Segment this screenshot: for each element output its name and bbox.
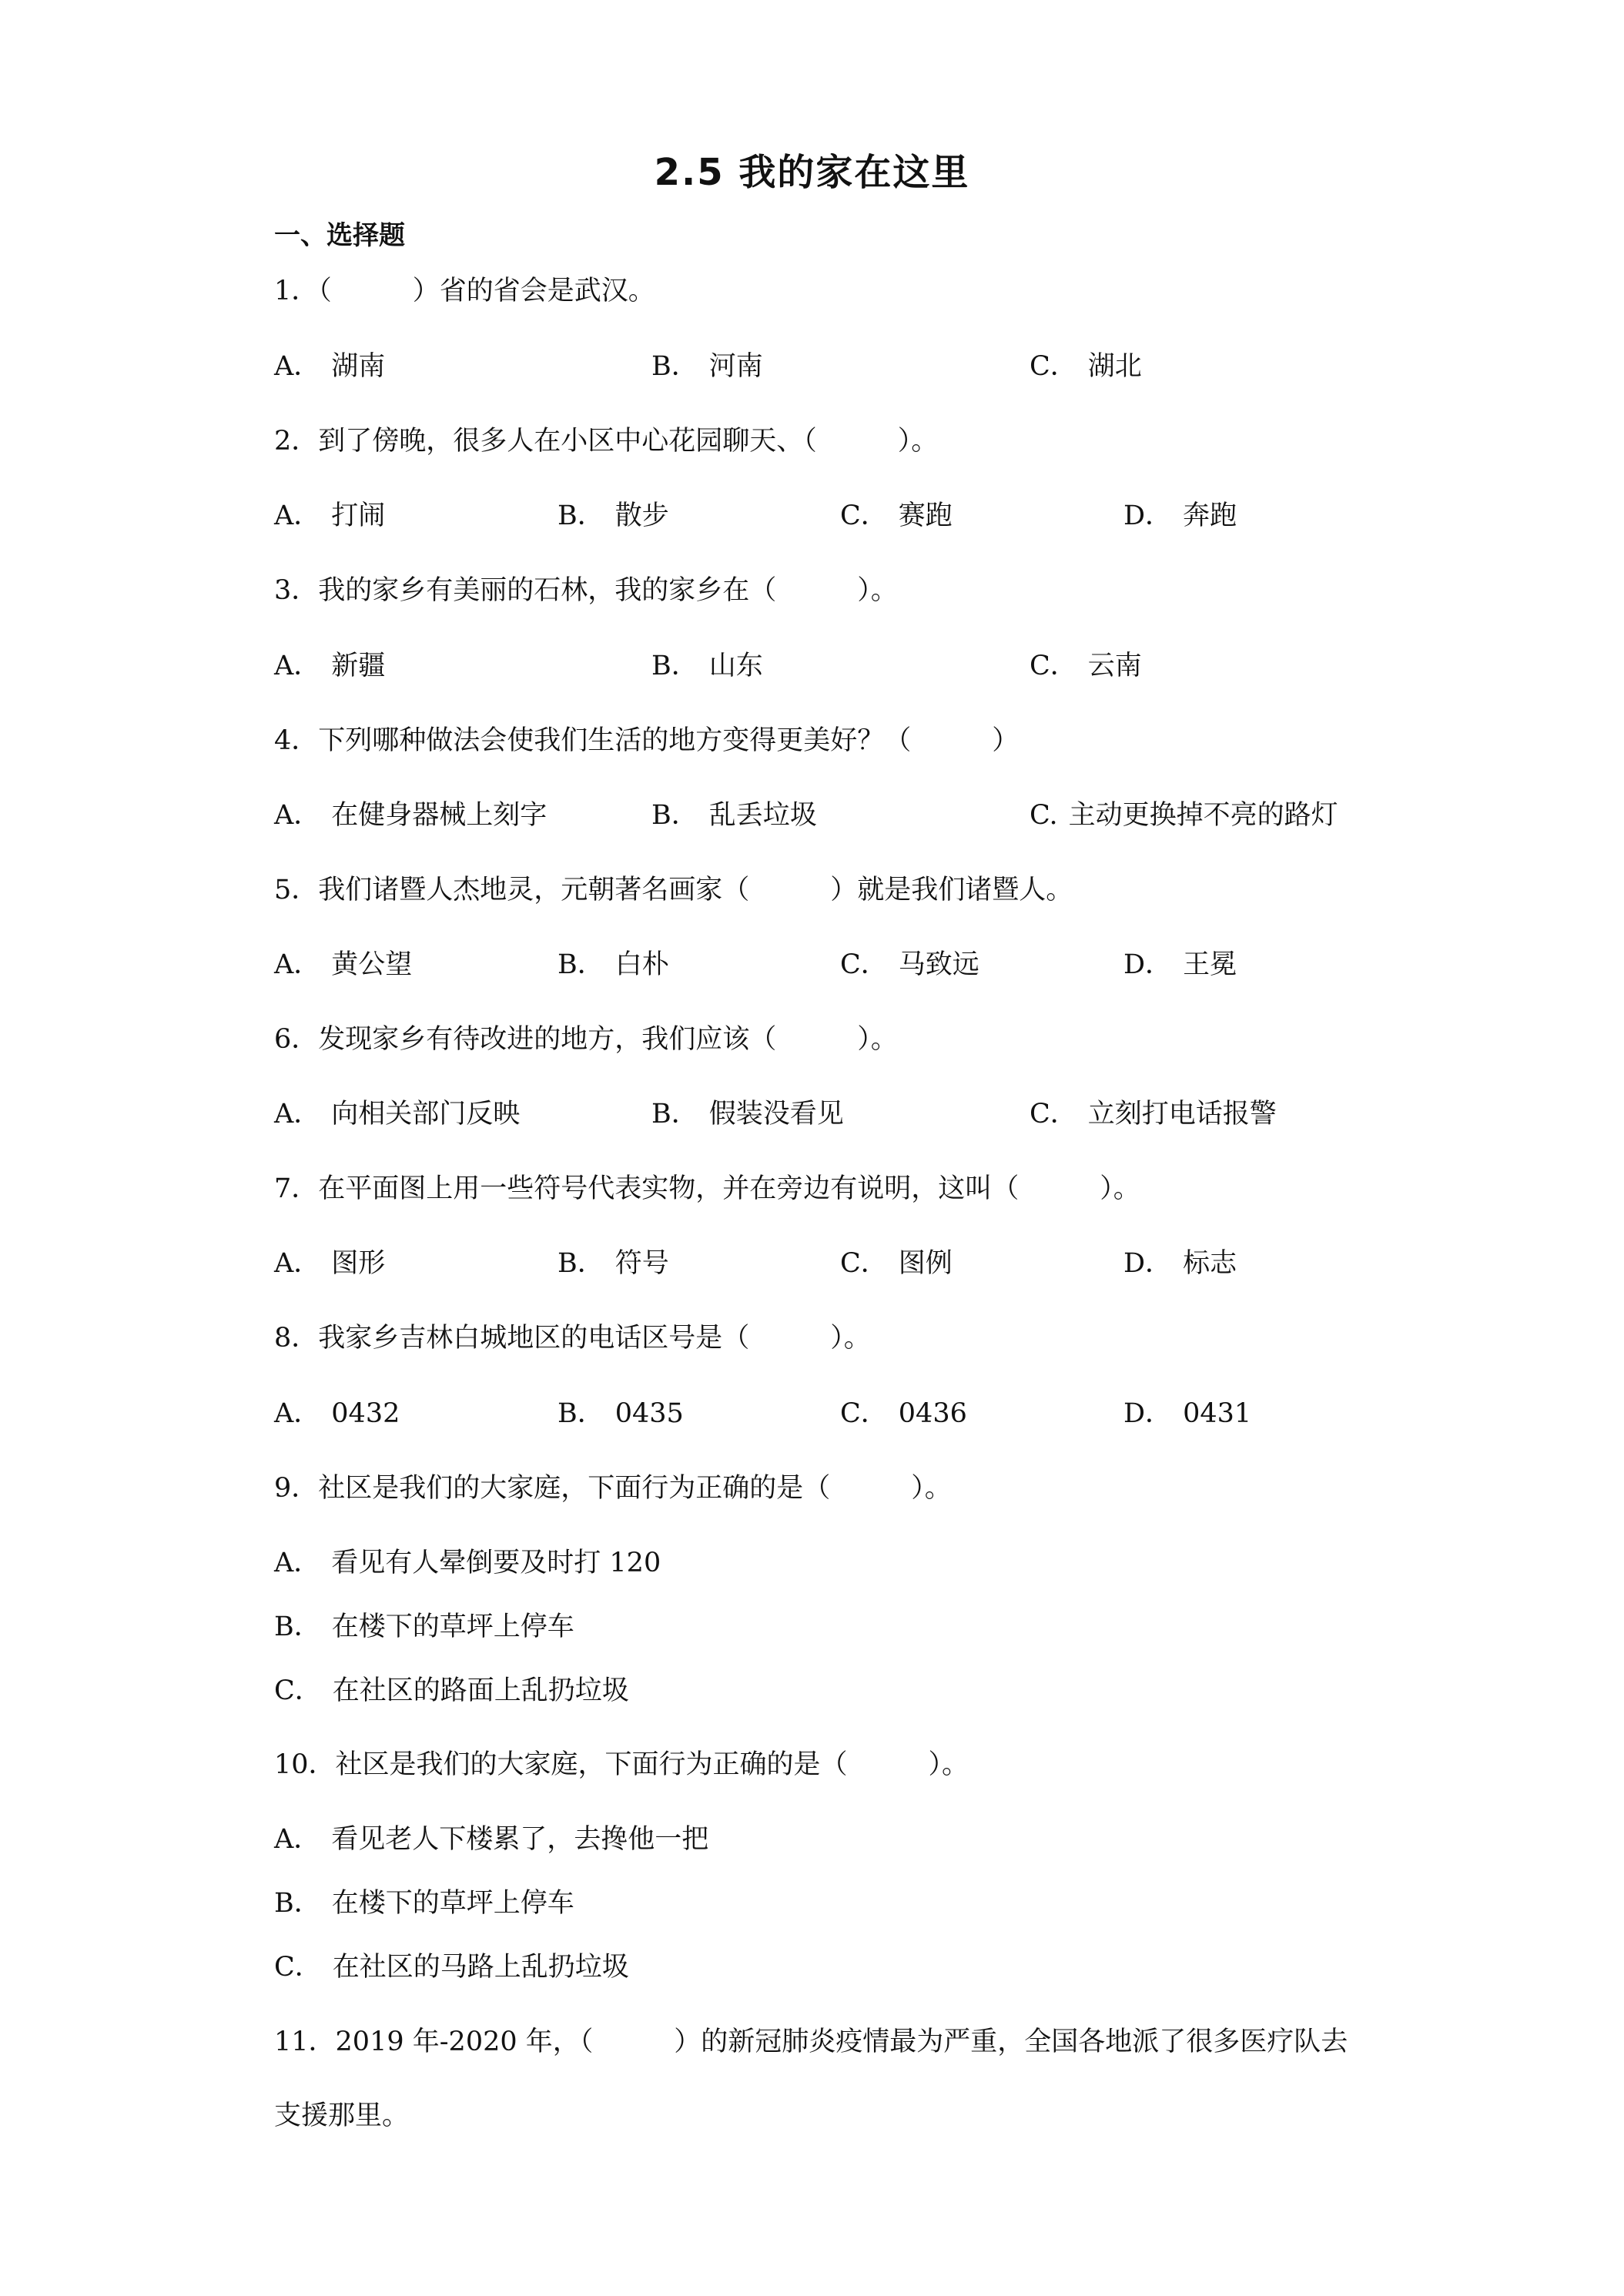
q6-option-b[interactable] <box>651 1097 844 1131</box>
option-label: A． <box>274 1099 321 1130</box>
question-1: 1．（ ）省的省会是武汉。 <box>274 276 655 306</box>
question-2: 2．到了傍晚，很多人在小区中心花园聊天、（ ）。 <box>274 426 939 457</box>
option-label: A． <box>274 1248 321 1279</box>
q8-option-b[interactable] <box>558 1397 684 1431</box>
option-text: 图例 <box>898 1248 953 1279</box>
q10-option-b[interactable] <box>274 1886 574 1920</box>
option-text: 山东 <box>708 651 763 681</box>
question-9: 9．社区是我们的大家庭，下面行为正确的是（ ）。 <box>274 1473 952 1504</box>
option-text: 湖北 <box>1087 351 1142 382</box>
option-label: C. <box>1030 800 1058 831</box>
q7-option-c[interactable] <box>840 1247 953 1280</box>
option-text: 云南 <box>1087 651 1142 681</box>
option-text: 乱丢垃圾 <box>708 800 817 831</box>
q5-option-c[interactable] <box>840 948 979 982</box>
option-label: B． <box>651 651 698 681</box>
section-heading: 一、选择题 <box>274 220 405 251</box>
option-label: D． <box>1123 500 1173 531</box>
option-label: C． <box>274 1675 322 1706</box>
option-text: 白朴 <box>614 949 669 980</box>
q8-option-d[interactable] <box>1123 1397 1251 1431</box>
q8-option-c[interactable] <box>840 1397 967 1431</box>
option-label: B． <box>651 351 698 382</box>
q3-option-a[interactable] <box>274 649 385 683</box>
option-label: C． <box>1030 1099 1077 1130</box>
option-text: 0432 <box>331 1398 400 1429</box>
option-label: C． <box>840 500 888 531</box>
q2-option-d[interactable] <box>1123 499 1237 533</box>
option-label: C． <box>274 1952 322 1983</box>
option-label: D． <box>1123 1398 1173 1429</box>
option-label: B． <box>558 949 604 980</box>
q10-option-c[interactable] <box>274 1950 629 1984</box>
option-label: C． <box>840 1248 888 1279</box>
q8-option-a[interactable] <box>274 1397 400 1431</box>
option-label: B． <box>274 1612 321 1642</box>
option-label: B． <box>274 1888 321 1919</box>
q6-option-c[interactable] <box>1030 1097 1277 1131</box>
option-text: 在社区的路面上乱扔垃圾 <box>332 1675 629 1706</box>
option-label: A． <box>274 800 321 831</box>
option-text: 主动更换掉不亮的路灯 <box>1068 800 1338 831</box>
option-label: C． <box>1030 351 1077 382</box>
option-text: 向相关部门反映 <box>331 1099 521 1130</box>
question-5: 5．我们诸暨人杰地灵，元朝著名画家（ ）就是我们诸暨人。 <box>274 875 1073 905</box>
option-text: 在楼下的草坪上停车 <box>331 1888 574 1919</box>
option-label: B． <box>651 1099 698 1130</box>
option-label: A． <box>274 1548 321 1578</box>
option-label: A． <box>274 1824 321 1855</box>
question-10: 10．社区是我们的大家庭，下面行为正确的是（ ）。 <box>274 1749 969 1780</box>
page-title: 2.5 我的家在这里 <box>654 151 970 194</box>
option-text: 赛跑 <box>898 500 953 531</box>
option-text: 0436 <box>898 1398 967 1429</box>
option-label: B． <box>558 1398 604 1429</box>
q4-option-a[interactable] <box>274 798 547 832</box>
option-text: 看见老人下楼累了，去搀他一把 <box>331 1824 709 1855</box>
q1-option-c[interactable] <box>1030 350 1142 383</box>
option-label: A． <box>274 651 321 681</box>
option-label: B． <box>558 500 604 531</box>
option-text: 在社区的马路上乱扔垃圾 <box>332 1952 629 1983</box>
question-11: 11．2019 年-2020 年，（ ）的新冠肺炎疫情最为严重，全国各地派了很多医疗队去 <box>274 2027 1348 2057</box>
option-label: A． <box>274 1398 321 1429</box>
option-label: D． <box>1123 1248 1173 1279</box>
q3-option-b[interactable] <box>651 649 763 683</box>
option-label: C． <box>1030 651 1077 681</box>
option-text: 图形 <box>331 1248 386 1279</box>
question-8: 8．我家乡吉林白城地区的电话区号是（ ）。 <box>274 1323 871 1354</box>
q1-option-b[interactable] <box>651 350 763 383</box>
q2-option-c[interactable] <box>840 499 953 533</box>
q4-option-c[interactable] <box>1030 798 1338 832</box>
q2-option-a[interactable] <box>274 499 385 533</box>
q2-option-b[interactable] <box>558 499 669 533</box>
q6-option-a[interactable] <box>274 1097 520 1131</box>
q5-option-a[interactable] <box>274 948 412 982</box>
option-text: 湖南 <box>331 351 386 382</box>
option-label: A． <box>274 351 321 382</box>
q1-option-a[interactable] <box>274 350 385 383</box>
option-label: B． <box>651 800 698 831</box>
option-text: 0431 <box>1183 1398 1252 1429</box>
q3-option-c[interactable] <box>1030 649 1142 683</box>
question-6: 6．发现家乡有待改进的地方，我们应该（ ）。 <box>274 1024 898 1055</box>
option-label: B． <box>558 1248 604 1279</box>
q7-option-a[interactable] <box>274 1247 385 1280</box>
option-label: A． <box>274 949 321 980</box>
option-text: 散步 <box>614 500 669 531</box>
option-label: C． <box>840 949 888 980</box>
option-text: 新疆 <box>331 651 386 681</box>
option-text: 标志 <box>1183 1248 1237 1279</box>
option-text: 奔跑 <box>1183 500 1237 531</box>
question-7: 7．在平面图上用一些符号代表实物，并在旁边有说明，这叫（ ）。 <box>274 1173 1140 1204</box>
q7-option-d[interactable] <box>1123 1247 1237 1280</box>
option-text: 符号 <box>614 1248 669 1279</box>
q10-option-a[interactable] <box>274 1822 708 1856</box>
option-label: C． <box>840 1398 888 1429</box>
option-text: 在健身器械上刻字 <box>331 800 547 831</box>
q5-option-b[interactable] <box>558 948 669 982</box>
option-label: D． <box>1123 949 1173 980</box>
option-text: 假装没看见 <box>708 1099 844 1130</box>
option-text: 看见有人晕倒要及时打 120 <box>331 1548 661 1578</box>
q9-option-b[interactable] <box>274 1610 574 1644</box>
q9-option-a[interactable] <box>274 1546 661 1580</box>
option-text: 马致远 <box>898 949 979 980</box>
option-text: 立刻打电话报警 <box>1087 1099 1277 1130</box>
option-text: 河南 <box>708 351 763 382</box>
question-11-continuation: 支援那里。 <box>274 2100 410 2131</box>
q5-option-d[interactable] <box>1123 948 1237 982</box>
option-text: 黄公望 <box>331 949 413 980</box>
q4-option-b[interactable] <box>651 798 817 832</box>
question-3: 3．我的家乡有美丽的石林，我的家乡在（ ）。 <box>274 575 898 606</box>
option-text: 在楼下的草坪上停车 <box>331 1612 574 1642</box>
question-4: 4．下列哪种做法会使我们生活的地方变得更美好？（ ） <box>274 725 1020 756</box>
q7-option-b[interactable] <box>558 1247 669 1280</box>
option-label: A． <box>274 500 321 531</box>
option-text: 王冕 <box>1183 949 1237 980</box>
q9-option-c[interactable] <box>274 1674 629 1708</box>
option-text: 0435 <box>614 1398 684 1429</box>
option-text: 打闹 <box>331 500 386 531</box>
